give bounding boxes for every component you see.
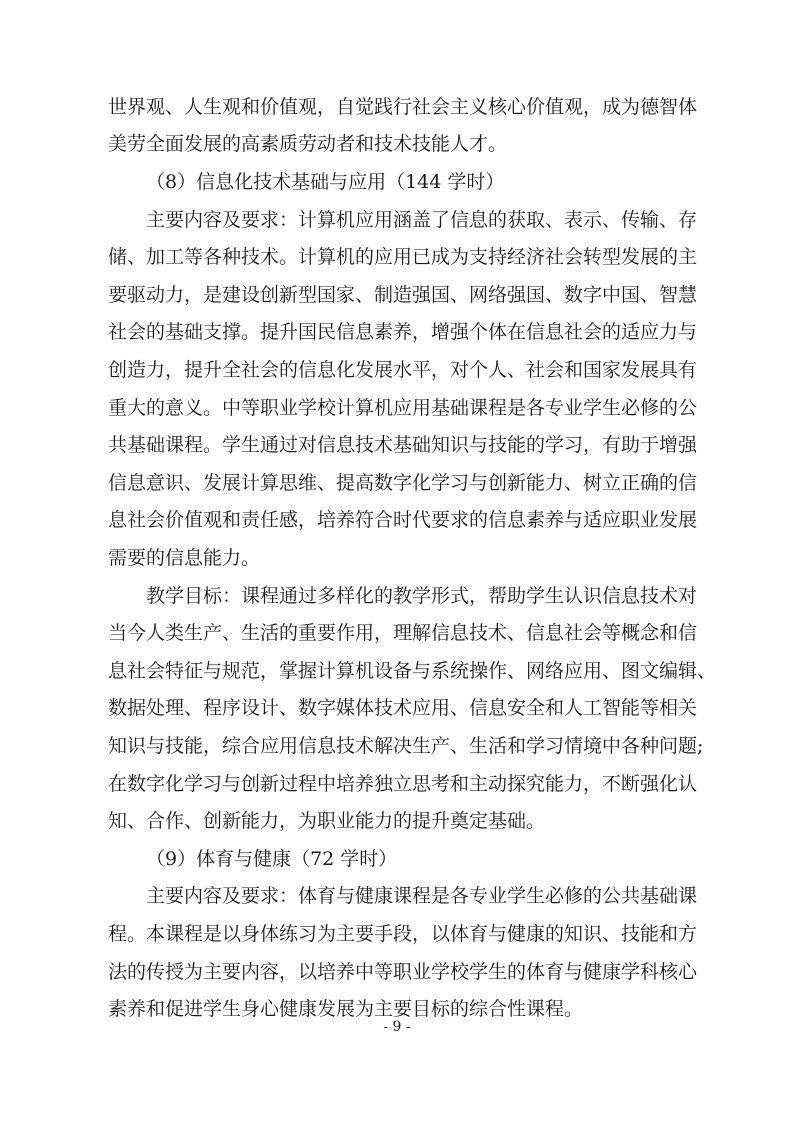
text-line: 主要内容及要求：计算机应用涵盖了信息的获取、表示、传输、存 <box>146 209 698 231</box>
text-line: 法的传授为主要内容，以培养中等职业学校学生的体育与健康学科核心 <box>108 961 698 983</box>
text-line: 需要的信息能力。 <box>108 547 261 569</box>
text-line: 息社会价值观和责任感，培养符合时代要求的信息素养与适应职业发展 <box>108 509 698 531</box>
text-line: 息社会特征与规范，掌握计算机设备与系统操作、网络应用、图文编辑、 <box>108 660 717 682</box>
text-line: 世界观、人生观和价值观，自觉践行社会主义核心价值观，成为德智体 <box>108 96 698 118</box>
text-line: 要驱动力，是建设创新型国家、制造强国、网络强国、数字中国、智慧 <box>108 284 698 306</box>
text-line: 美劳全面发展的高素质劳动者和技术技能人才。 <box>108 133 508 155</box>
section-heading: （8）信息化技术基础与应用（144 学时） <box>146 171 505 193</box>
text-line: 创造力，提升全社会的信息化发展水平，对个人、社会和国家发展具有 <box>108 359 698 381</box>
text-line: 信息意识、发展计算思维、提高数字化学习与创新能力、树立正确的信 <box>108 472 698 494</box>
text-line: 储、加工等各种技术。计算机的应用已成为支持经济社会转型发展的主 <box>108 246 698 268</box>
text-line: 程。本课程是以身体练习为主要手段，以体育与健康的知识、技能和方 <box>108 923 698 945</box>
text-line: 教学目标：课程通过多样化的教学形式，帮助学生认识信息技术对 <box>146 585 698 607</box>
page-number: - 9 - <box>383 1019 411 1035</box>
text-line: 知识与技能，综合应用信息技术解决生产、生活和学习情境中各种问题; <box>108 735 704 757</box>
text-line: 数据处理、程序设计、数字媒体技术应用、信息安全和人工智能等相关 <box>108 697 698 719</box>
text-line: 社会的基础支撑。提升国民信息素养，增强个体在信息社会的适应力与 <box>108 321 698 343</box>
text-line: 素养和促进学生身心健康发展为主要目标的综合性课程。 <box>108 998 584 1020</box>
text-line: 共基础课程。学生通过对信息技术基础知识与技能的学习，有助于增强 <box>108 434 698 456</box>
section-heading: （9）体育与健康（72 学时） <box>146 848 398 870</box>
text-line: 知、合作、创新能力，为职业能力的提升奠定基础。 <box>108 810 546 832</box>
text-line: 主要内容及要求：体育与健康课程是各专业学生必修的公共基础课 <box>146 885 698 907</box>
text-line: 当今人类生产、生活的重要作用，理解信息技术、信息社会等概念和信 <box>108 622 698 644</box>
text-line: 在数字化学习与创新过程中培养独立思考和主动探究能力，不断强化认 <box>108 773 698 795</box>
text-line: 重大的意义。中等职业学校计算机应用基础课程是各专业学生必修的公 <box>108 397 698 419</box>
